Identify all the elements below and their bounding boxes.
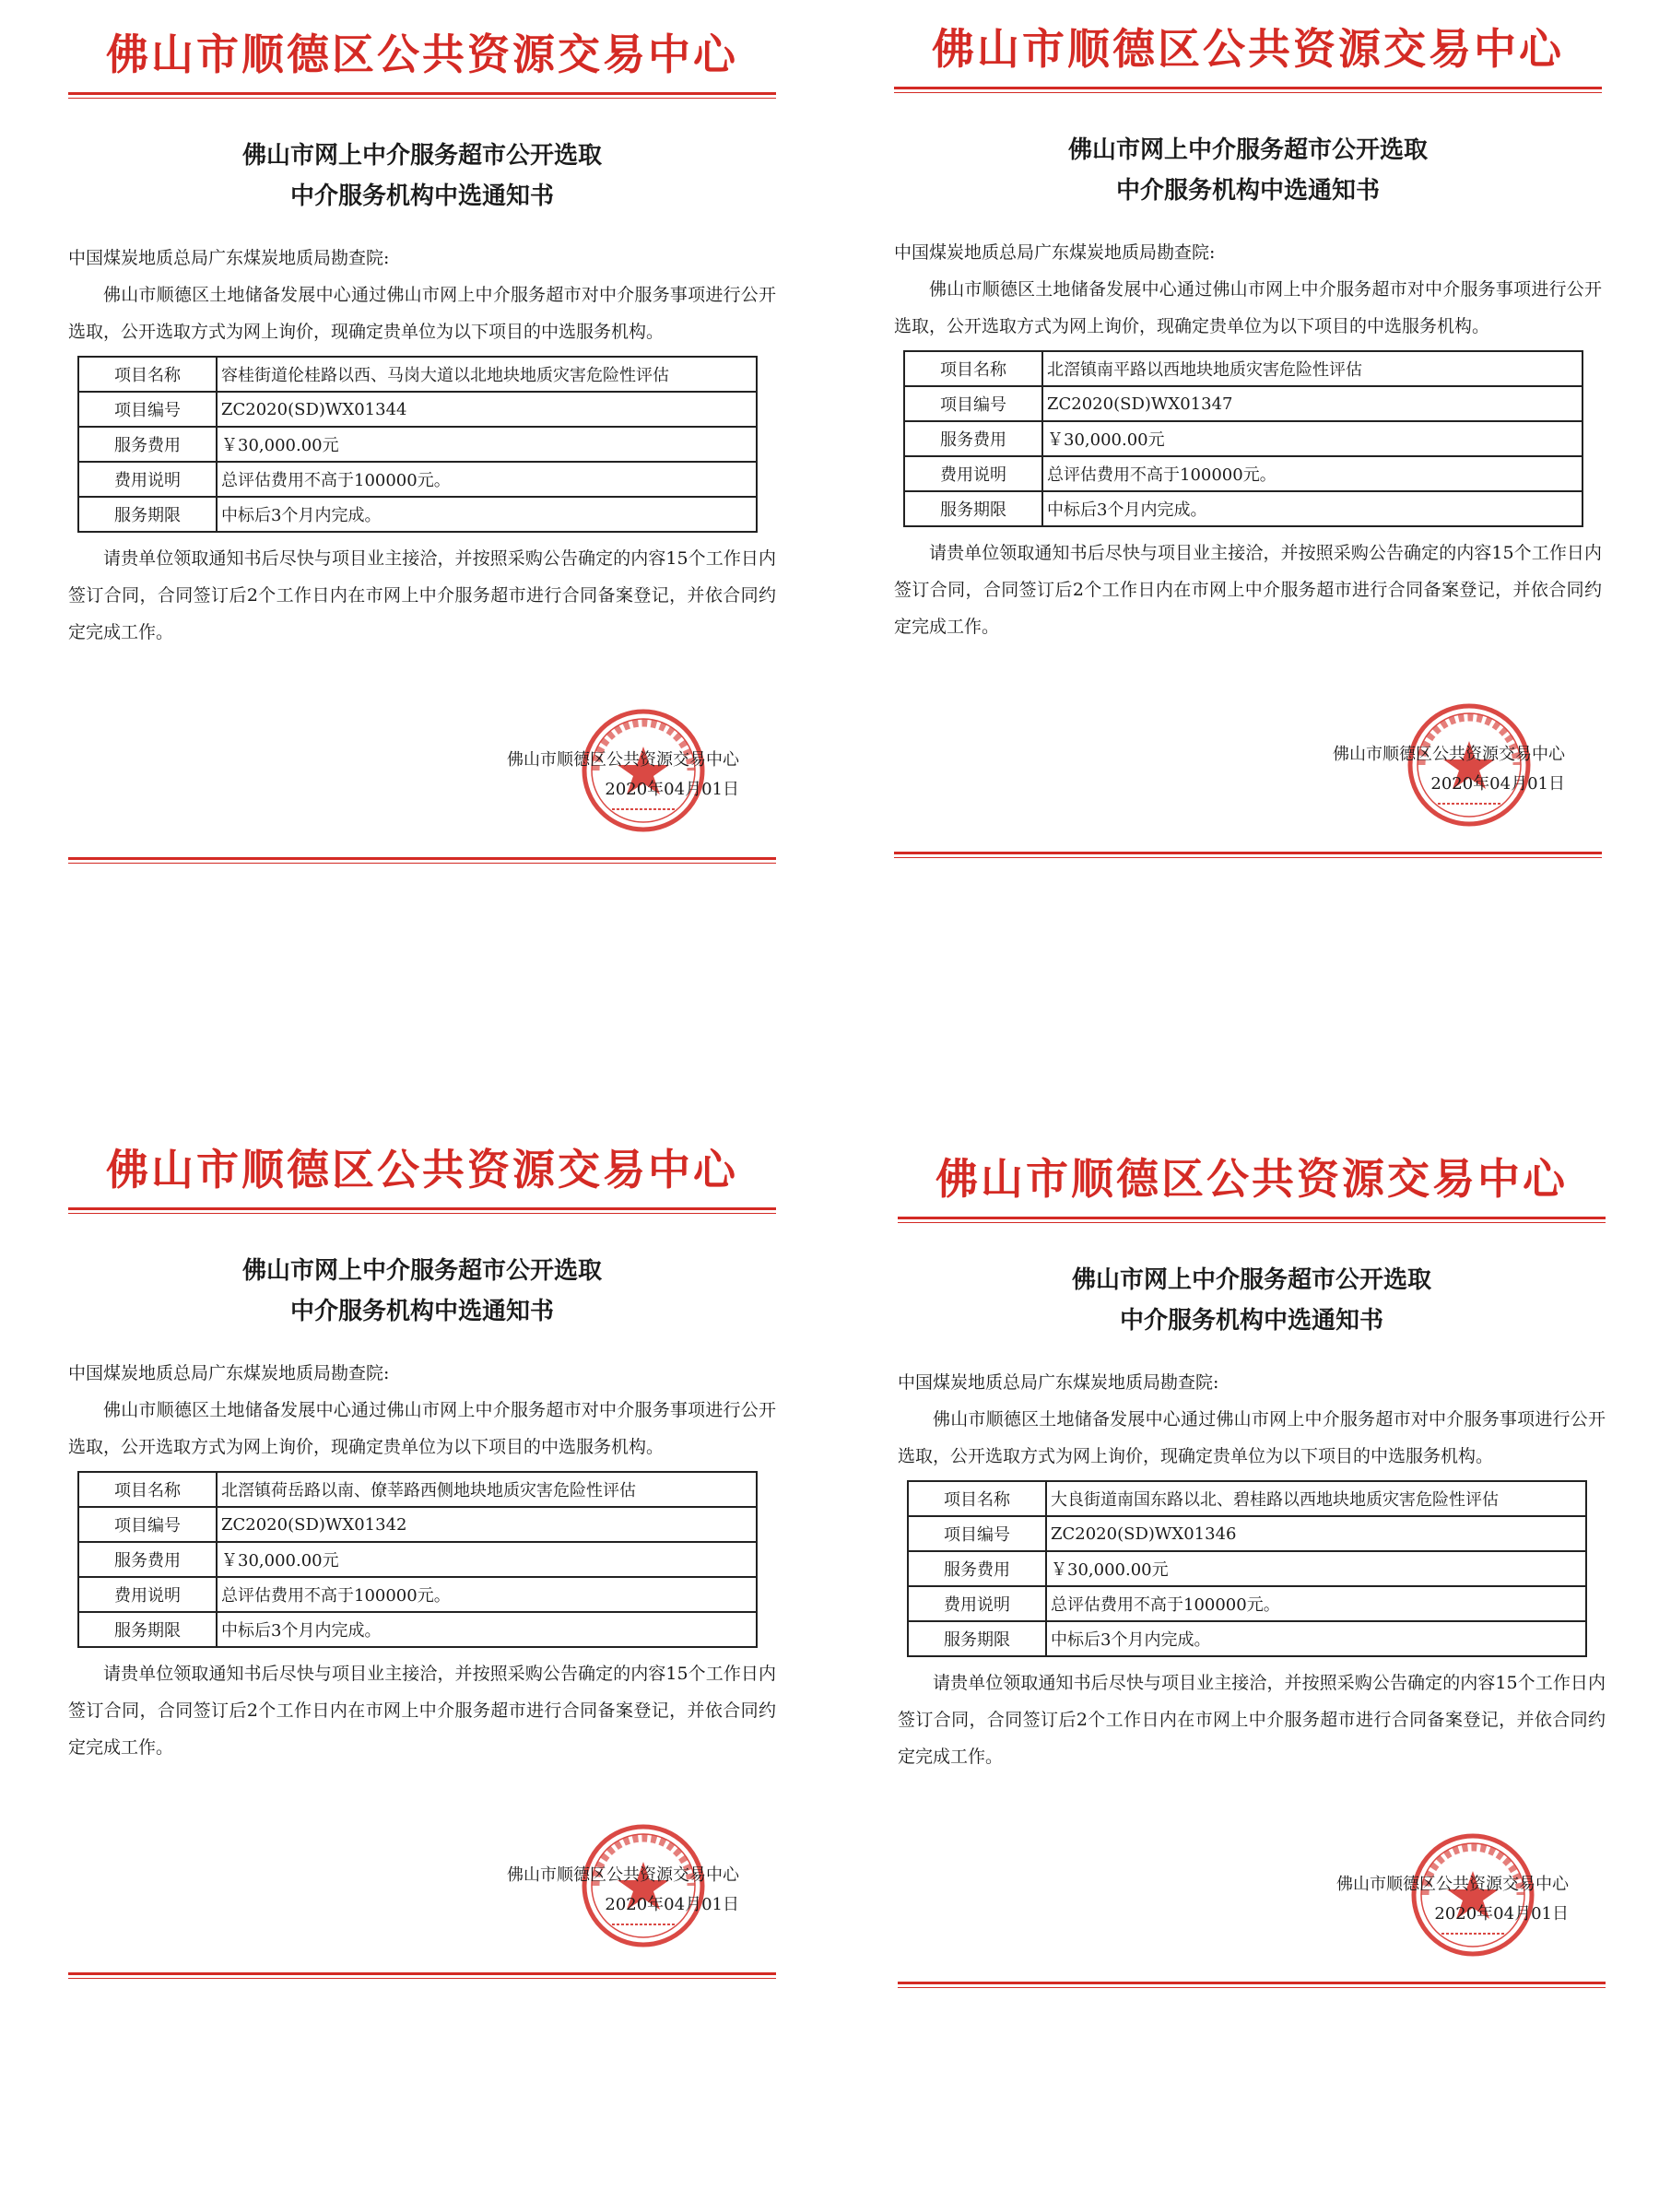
- document-title: [888, 130, 1607, 211]
- title-line-1: 佛山市网上中介服务超市公开选取: [1067, 136, 1428, 164]
- intro-paragraph: 佛山市顺德区土地储备发展中心通过佛山市网上中介服务超市对中介服务事项进行公开选取，公开选取方式为网上询价，现确定贵单位为以下项目的中选服务机构。: [68, 1400, 776, 1457]
- signature-block: [892, 1841, 1611, 1952]
- issuer-signature: 佛山市顺德区公共资源交易中心: [1336, 1875, 1569, 1894]
- issue-date: 2020年04月01日: [1430, 774, 1565, 794]
- document-title: [892, 1260, 1611, 1341]
- label-project-code: 项目编号: [78, 392, 217, 427]
- recipient: 中国煤炭地质总局广东煤炭地质局勘查院:: [68, 248, 390, 268]
- value-project-name: 北滘镇南平路以西地块地质灾害危险性评估: [1042, 351, 1583, 386]
- row-service-period: [908, 1621, 1586, 1656]
- value-service-fee: ￥30,000.00元: [217, 1542, 757, 1577]
- row-service-period: [78, 497, 757, 532]
- label-fee-note: 费用说明: [908, 1586, 1046, 1621]
- recipient: 中国煤炭地质总局广东煤炭地质局勘查院:: [68, 1363, 390, 1383]
- label-fee-note: 费用说明: [904, 456, 1042, 491]
- value-project-code: ZC2020(SD)WX01347: [1042, 386, 1583, 421]
- signature-block: [63, 1832, 782, 1943]
- value-service-fee: ￥30,000.00元: [1046, 1551, 1586, 1586]
- value-project-code: ZC2020(SD)WX01346: [1046, 1516, 1586, 1551]
- closing-paragraph: 请贵单位领取通知书后尽快与项目业主接洽，并按照采购公告确定的内容15个工作日内签订合同，合同签订后2个工作日内在市网上中介服务超市进行合同备案登记，并依合同约定完成工作。: [68, 1664, 776, 1758]
- signature-block: [63, 717, 782, 828]
- project-info-table: [77, 356, 758, 533]
- value-service-period: 中标后3个月内完成。: [1042, 491, 1583, 526]
- title-line-2: 中介服务机构中选通知书: [1115, 177, 1380, 205]
- label-project-code: 项目编号: [908, 1516, 1046, 1551]
- row-project-name: [78, 357, 757, 392]
- issuer-header: 佛山市顺德区公共资源交易中心: [106, 29, 738, 79]
- notice: [63, 26, 782, 799]
- issuer-signature: 佛山市顺德区公共资源交易中心: [507, 750, 739, 770]
- row-fee-note: [904, 456, 1583, 491]
- row-fee-note: [908, 1586, 1586, 1621]
- row-fee-note: [78, 462, 757, 497]
- notice-3: [63, 1141, 782, 1952]
- official-seal-icon: [1408, 1830, 1537, 1959]
- title-line-2: 中介服务机构中选通知书: [289, 1298, 554, 1325]
- notice-4: [892, 1150, 1611, 1961]
- label-project-code: 项目编号: [78, 1507, 217, 1542]
- issuer-signature: 佛山市顺德区公共资源交易中心: [507, 1865, 739, 1885]
- label-service-fee: 服务费用: [908, 1551, 1046, 1586]
- notice-1: [63, 26, 782, 837]
- row-project-code: [78, 392, 757, 427]
- header-rule: [68, 1207, 776, 1214]
- official-seal-icon: [1405, 700, 1534, 830]
- label-project-name: 项目名称: [78, 357, 217, 392]
- label-project-code: 项目编号: [904, 386, 1042, 421]
- label-service-fee: 服务费用: [78, 427, 217, 462]
- issuer-header: 佛山市顺德区公共资源交易中心: [935, 1154, 1568, 1204]
- intro-paragraph: 佛山市顺德区土地储备发展中心通过佛山市网上中介服务超市对中介服务事项进行公开选取，公开选取方式为网上询价，现确定贵单位为以下项目的中选服务机构。: [898, 1409, 1606, 1466]
- signature-block: [888, 712, 1607, 822]
- label-fee-note: 费用说明: [78, 1577, 217, 1612]
- row-service-fee: [78, 427, 757, 462]
- label-service-fee: 服务费用: [904, 421, 1042, 456]
- header-rule: [894, 87, 1602, 93]
- row-project-code: [904, 386, 1583, 421]
- intro-paragraph: 佛山市顺德区土地储备发展中心通过佛山市网上中介服务超市对中介服务事项进行公开选取，公开选取方式为网上询价，现确定贵单位为以下项目的中选服务机构。: [894, 279, 1602, 336]
- document-title: [63, 135, 782, 217]
- value-project-code: ZC2020(SD)WX01342: [217, 1507, 757, 1542]
- row-fee-note: [78, 1577, 757, 1612]
- title-line-1: 佛山市网上中介服务超市公开选取: [241, 142, 602, 170]
- footer-rule: [894, 852, 1602, 858]
- row-project-code: [78, 1507, 757, 1542]
- label-fee-note: 费用说明: [78, 462, 217, 497]
- row-service-period: [904, 491, 1583, 526]
- label-service-period: 服务期限: [78, 497, 217, 532]
- value-project-name: 大良街道南国东路以北、碧桂路以西地块地质灾害危险性评估: [1046, 1481, 1586, 1516]
- recipient: 中国煤炭地质总局广东煤炭地质局勘查院:: [898, 1372, 1219, 1393]
- document-title: [63, 1251, 782, 1332]
- value-service-period: 中标后3个月内完成。: [217, 1612, 757, 1647]
- value-project-name: 北滘镇荷岳路以南、僚莘路西侧地块地质灾害危险性评估: [217, 1472, 757, 1507]
- title-line-1: 佛山市网上中介服务超市公开选取: [1071, 1266, 1431, 1294]
- value-service-fee: ￥30,000.00元: [1042, 421, 1583, 456]
- closing-paragraph: 请贵单位领取通知书后尽快与项目业主接洽，并按照采购公告确定的内容15个工作日内签订合同，合同签订后2个工作日内在市网上中介服务超市进行合同备案登记，并依合同约定完成工作。: [894, 543, 1602, 637]
- issuer-header: 佛山市顺德区公共资源交易中心: [106, 1145, 738, 1194]
- notice: [892, 1150, 1611, 1924]
- official-seal-icon: [579, 1821, 708, 1950]
- notice: [63, 1141, 782, 1914]
- value-fee-note: 总评估费用不高于100000元。: [1042, 456, 1583, 491]
- title-line-2: 中介服务机构中选通知书: [289, 182, 554, 210]
- notice-2: [888, 20, 1607, 831]
- value-project-name: 容桂街道伦桂路以西、马岗大道以北地块地质灾害危险性评估: [217, 357, 757, 392]
- value-service-fee: ￥30,000.00元: [217, 427, 757, 462]
- issue-date: 2020年04月01日: [1434, 1904, 1569, 1924]
- header-rule: [68, 92, 776, 99]
- title-line-2: 中介服务机构中选通知书: [1119, 1307, 1383, 1335]
- label-project-name: 项目名称: [904, 351, 1042, 386]
- header-rule: [898, 1217, 1606, 1223]
- row-service-fee: [908, 1551, 1586, 1586]
- closing-paragraph: 请贵单位领取通知书后尽快与项目业主接洽，并按照采购公告确定的内容15个工作日内签订合同，合同签订后2个工作日内在市网上中介服务超市进行合同备案登记，并依合同约定完成工作。: [898, 1673, 1606, 1767]
- closing-paragraph: 请贵单位领取通知书后尽快与项目业主接洽，并按照采购公告确定的内容15个工作日内签订合同，合同签订后2个工作日内在市网上中介服务超市进行合同备案登记，并依合同约定完成工作。: [68, 548, 776, 642]
- intro-paragraph: 佛山市顺德区土地储备发展中心通过佛山市网上中介服务超市对中介服务事项进行公开选取，公开选取方式为网上询价，现确定贵单位为以下项目的中选服务机构。: [68, 285, 776, 342]
- issuer-signature: 佛山市顺德区公共资源交易中心: [1333, 745, 1565, 764]
- project-info-table: [903, 350, 1583, 527]
- footer-rule: [898, 1982, 1606, 1988]
- notice: [888, 20, 1607, 794]
- label-service-period: 服务期限: [904, 491, 1042, 526]
- row-project-name: [904, 351, 1583, 386]
- label-service-period: 服务期限: [908, 1621, 1046, 1656]
- footer-rule: [68, 1972, 776, 1979]
- row-service-period: [78, 1612, 757, 1647]
- value-service-period: 中标后3个月内完成。: [217, 497, 757, 532]
- value-fee-note: 总评估费用不高于100000元。: [1046, 1586, 1586, 1621]
- label-service-fee: 服务费用: [78, 1542, 217, 1577]
- project-info-table: [907, 1480, 1587, 1657]
- label-project-name: 项目名称: [908, 1481, 1046, 1516]
- row-service-fee: [78, 1542, 757, 1577]
- official-seal-icon: [579, 706, 708, 835]
- issue-date: 2020年04月01日: [605, 780, 739, 799]
- value-project-code: ZC2020(SD)WX01344: [217, 392, 757, 427]
- footer-rule: [68, 857, 776, 864]
- row-project-name: [78, 1472, 757, 1507]
- recipient: 中国煤炭地质总局广东煤炭地质局勘查院:: [894, 242, 1216, 263]
- row-project-code: [908, 1516, 1586, 1551]
- value-fee-note: 总评估费用不高于100000元。: [217, 1577, 757, 1612]
- label-project-name: 项目名称: [78, 1472, 217, 1507]
- title-line-1: 佛山市网上中介服务超市公开选取: [241, 1257, 602, 1285]
- value-fee-note: 总评估费用不高于100000元。: [217, 462, 757, 497]
- label-service-period: 服务期限: [78, 1612, 217, 1647]
- issue-date: 2020年04月01日: [605, 1895, 739, 1914]
- row-project-name: [908, 1481, 1586, 1516]
- value-service-period: 中标后3个月内完成。: [1046, 1621, 1586, 1656]
- issuer-header: 佛山市顺德区公共资源交易中心: [932, 24, 1564, 74]
- row-service-fee: [904, 421, 1583, 456]
- project-info-table: [77, 1471, 758, 1648]
